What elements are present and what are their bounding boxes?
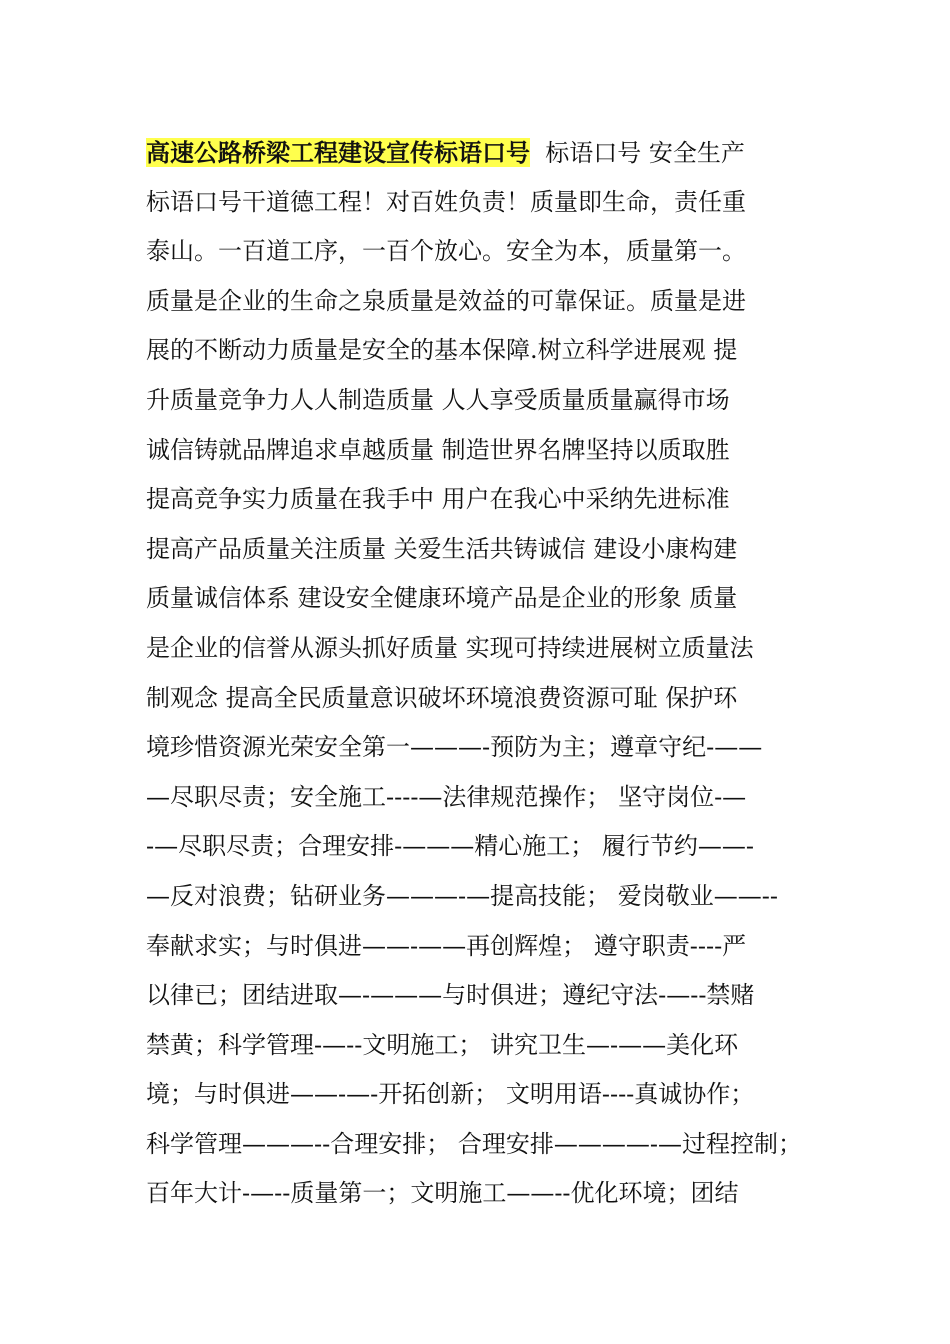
text-line: 境珍惜资源光荣安全第一———-预防为主；遵章守纪-—— <box>146 733 763 762</box>
text-line-first <box>146 128 806 178</box>
text-line: 以律已；团结进取—-———与时俱进；遵纪守法-—--禁赌 <box>146 981 755 1010</box>
text-line: 泰山。一百道工序，一百个放心。安全为本，质量第一。 <box>146 237 746 266</box>
text-line: -—尽职尽责；合理安排-———精心施工； 履行节约——- <box>146 832 754 861</box>
text-line: 百年大计-—--质量第一；文明施工——--优化环境；团结 <box>146 1179 739 1208</box>
text-line: —尽职尽责；安全施工----—法律规范操作； 坚守岗位-— <box>146 782 747 811</box>
text-line: 境；与时俱进——-—-开拓创新； 文明用语----真诚协作； <box>146 1080 755 1109</box>
document-title: 高速公路桥梁工程建设宣传标语口号 <box>146 138 530 167</box>
text-line: —反对浪费；钻研业务———-—提高技能； 爱岗敬业——-- <box>146 881 778 910</box>
text-line: 科学管理———--合理安排； 合理安排————-—过程控制； <box>146 1129 802 1158</box>
text-line: 奉献求实；与时俱进——-——再创辉煌； 遵守职责----严 <box>146 931 747 960</box>
text-line: 制观念 提高全民质量意识破坏环境浪费资源可耻 保护环 <box>146 683 738 712</box>
text-line: 诚信铸就品牌追求卓越质量 制造世界名牌坚持以质取胜 <box>146 435 730 464</box>
document-body <box>146 128 806 1219</box>
text-line: 升质量竞争力人人制造质量 人人享受质量质量赢得市场 <box>146 385 730 414</box>
text-line: 质量诚信体系 建设安全健康环境产品是企业的形象 质量 <box>146 584 738 613</box>
first-line-text: 标语口号 安全生产 <box>530 139 745 167</box>
text-line: 展的不断动力质量是安全的基本保障.树立科学进展观 提 <box>146 336 738 365</box>
text-line: 提高竞争实力质量在我手中 用户在我心中采纳先进标准 <box>146 485 730 514</box>
text-line: 是企业的信誉从源头抓好质量 实现可持续进展树立质量法 <box>146 633 754 662</box>
text-line: 标语口号干道德工程！对百姓负责！质量即生命，责任重 <box>146 187 746 216</box>
text-line: 质量是企业的生命之泉质量是效益的可靠保证。质量是进 <box>146 286 746 315</box>
text-line: 提高产品质量关注质量 关爱生活共铸诚信 建设小康构建 <box>146 534 738 563</box>
text-line: 禁黄；科学管理-—--文明施工； 讲究卫生—-——美化环 <box>146 1030 739 1059</box>
